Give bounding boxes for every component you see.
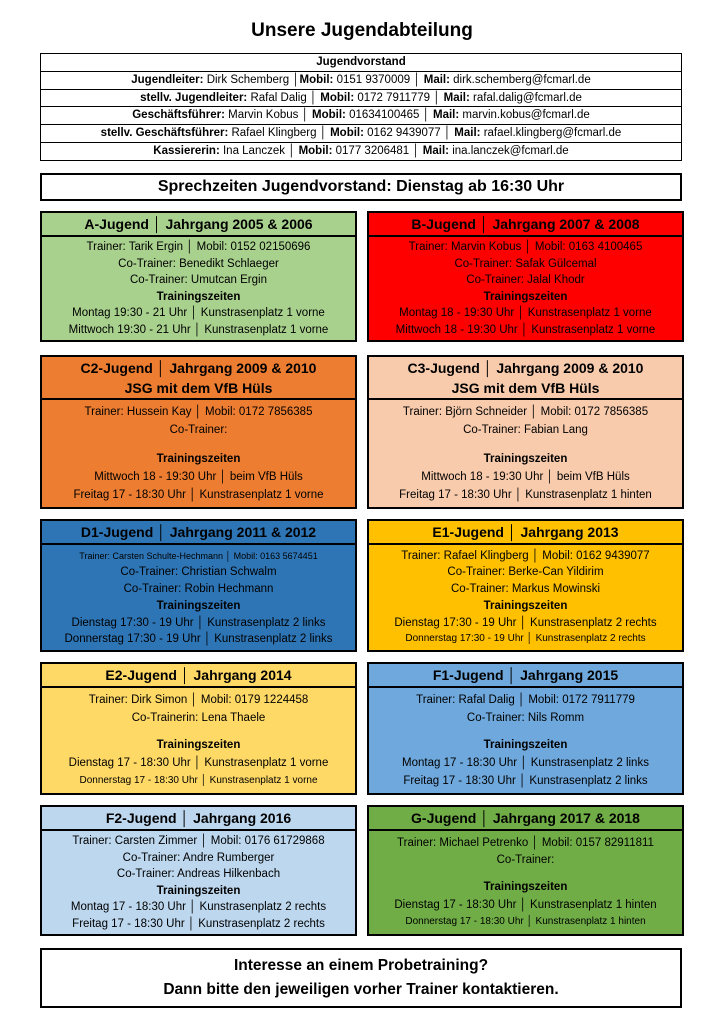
spacer [42,441,355,447]
training-time-line: Dienstag 17 - 18:30 Uhr │ Kunstrasenplatz 1 hinten [394,898,657,911]
team-heading [369,213,682,237]
trainer-line: Trainer: Carsten Schulte-Hechmann │ Mobil: 0163 5674451 [79,550,318,561]
training-time-line: Donnerstag 17:30 - 19 Uhr │ Kunstrasenplatz 2 links [64,633,333,646]
team-card [367,355,684,509]
trainingszeiten-label: Trainingszeiten [156,739,241,752]
spacer [369,729,682,735]
team-heading [42,521,355,545]
trainer-line: Trainer: Carsten Zimmer │ Mobil: 0176 61729868 [72,835,325,848]
vorstand-row: stellv. Geschäftsführer: Rafael Klingberg │ Mobil: 0162 9439077 │ Mail: rafael.klingberg@fcmarl.de [41,125,681,143]
trainingszeiten-label: Trainingszeiten [156,599,241,612]
training-time-line: Montag 19:30 - 21 Uhr │ Kunstrasenplatz 1 vorne [72,307,325,320]
team-heading-line: F1-Jugend │ Jahrgang 2015 [432,667,619,683]
cotrainer-line: Co-Trainer: Berke-Can Yildirim [447,566,604,579]
team-heading [42,357,355,400]
trainer-line: Trainer: Rafael Klingberg │ Mobil: 0162 9439077 [401,549,650,562]
team-heading-line: C2-Jugend │ Jahrgang 2009 & 2010 [80,360,317,376]
trainingszeiten-label: Trainingszeiten [156,884,241,897]
trainingszeiten-label: Trainingszeiten [483,599,568,612]
cotrainer-line: Co-Trainer: Christian Schwalm [120,566,277,579]
page-title: Unsere Jugendabteilung [251,20,473,41]
team-heading-line: E2-Jugend │ Jahrgang 2014 [105,667,292,683]
training-time-line: Mittwoch 18 - 19:30 Uhr │ Kunstrasenplatz 1 vorne [395,323,656,336]
cotrainer-line: Co-Trainer: Benedikt Schlaeger [118,257,279,270]
team-heading [42,664,355,688]
team-card [40,805,357,936]
cotrainer-line: Co-Trainer: Fabian Lang [463,424,588,437]
jugendvorstand-table [40,53,682,161]
vorstand-row: Jugendleiter: Dirk Schemberg │Mobil: 0151 9370009 │ Mail: dirk.schemberg@fcmarl.de [41,72,681,90]
team-heading-line: C3-Jugend │ Jahrgang 2009 & 2010 [407,360,644,376]
team-heading-line: F2-Jugend │ Jahrgang 2016 [105,810,292,826]
trainingszeiten-label: Trainingszeiten [483,290,568,303]
training-time-line: Montag 17 - 18:30 Uhr │ Kunstrasenplatz 2 rechts [70,901,327,914]
trainer-line: Trainer: Michael Petrenko │ Mobil: 0157 82911811 [397,836,654,849]
cotrainer-line: Co-Trainer: [169,424,228,437]
team-card [40,355,357,509]
training-time-line: Dienstag 17 - 18:30 Uhr │ Kunstrasenplatz 1 vorne [68,757,329,770]
footer-line-1: Interesse an einem Probetraining? [233,957,489,974]
cotrainer-line: Co-Trainer: Robin Hechmann [123,583,274,596]
trainer-line: Trainer: Marvin Kobus │ Mobil: 0163 4100465 [408,241,643,254]
training-time-line: Donnerstag 17 - 18:30 Uhr │ Kunstrasenplatz 1 vorne [79,775,318,787]
cotrainer-line: Co-Trainerin: Lena Thaele [131,711,266,724]
team-heading [42,807,355,831]
team-heading-line: G-Jugend │ Jahrgang 2017 & 2018 [411,810,640,826]
trainingszeiten-label: Trainingszeiten [156,452,241,465]
trainingszeiten-label: Trainingszeiten [156,290,241,303]
spacer [42,729,355,735]
training-time-line: Dienstag 17:30 - 19 Uhr │ Kunstrasenplatz 2 rechts [394,616,657,629]
team-heading-line: A-Jugend │ Jahrgang 2005 & 2006 [84,216,313,232]
vorstand-row: stellv. Jugendleiter: Rafal Dalig │ Mobil: 0172 7911779 │ Mail: rafal.dalig@fcmarl.de [41,90,681,108]
cotrainer-line: Co-Trainer: [496,854,555,867]
training-time-line: Dienstag 17:30 - 19 Uhr │ Kunstrasenplatz 2 links [71,616,326,629]
team-heading-line: JSG mit dem VfB Hüls [451,380,600,396]
team-heading [369,664,682,688]
team-heading-line: E1-Jugend │ Jahrgang 2013 [432,524,619,540]
trainer-line: Trainer: Dirk Simon │ Mobil: 0179 1224458 [88,693,309,706]
footer-line-2: Dann bitte den jeweiligen vorher Trainer kontaktieren. [163,981,559,998]
cotrainer-line: Co-Trainer: Jalal Khodr [466,274,585,287]
team-card [367,662,684,795]
cotrainer-line: Co-Trainer: Safak Gülcemal [454,257,597,270]
team-card [40,211,357,342]
training-time-line: Donnerstag 17 - 18:30 Uhr │ Kunstrasenplatz 1 hinten [405,916,646,928]
training-time-line: Mittwoch 18 - 19:30 Uhr │ beim VfB Hüls [94,470,303,483]
trainer-line: Trainer: Rafal Dalig │ Mobil: 0172 7911779 [416,693,635,706]
trainingszeiten-label: Trainingszeiten [483,452,568,465]
trainer-line: Trainer: Björn Schneider │ Mobil: 0172 7856385 [402,406,649,419]
trainer-line: Trainer: Hussein Kay │ Mobil: 0172 7856385 [84,406,313,419]
team-card [367,805,684,936]
team-heading [42,213,355,237]
probetraining-footer [40,948,682,1008]
training-time-line: Freitag 17 - 18:30 Uhr │ Kunstrasenplatz 2 links [403,775,648,788]
spacer [369,441,682,447]
trainingszeiten-label: Trainingszeiten [483,739,568,752]
trainer-line: Trainer: Tarik Ergin │ Mobil: 0152 02150696 [86,241,311,254]
cotrainer-line: Co-Trainer: Andreas Hilkenbach [116,868,281,881]
team-heading-line: JSG mit dem VfB Hüls [124,380,273,396]
vorstand-row: Kassiererin: Ina Lanczek │ Mobil: 0177 3206481 │ Mail: ina.lanczek@fcmarl.de [153,144,569,157]
team-card [40,519,357,652]
training-time-line: Montag 18 - 19:30 Uhr │ Kunstrasenplatz 1 vorne [399,307,652,320]
training-time-line: Freitag 17 - 18:30 Uhr │ Kunstrasenplatz 1 vorne [73,488,324,501]
jugendvorstand-heading: Jugendvorstand [41,54,681,72]
cotrainer-line: Co-Trainer: Nils Romm [466,711,585,724]
vorstand-row: Geschäftsführer: Marvin Kobus │ Mobil: 01634100465 │ Mail: marvin.kobus@fcmarl.de [41,107,681,125]
team-heading-line: D1-Jugend │ Jahrgang 2011 & 2012 [80,524,317,540]
cotrainer-line: Co-Trainer: Umutcan Ergin [130,274,267,287]
team-card [367,211,684,342]
training-time-line: Freitag 17 - 18:30 Uhr │ Kunstrasenplatz 2 rechts [72,917,325,930]
team-heading [369,521,682,545]
training-time-line: Donnerstag 17:30 - 19 Uhr │ Kunstrasenplatz 2 rechts [405,633,646,645]
training-time-line: Mittwoch 19:30 - 21 Uhr │ Kunstrasenplatz 1 vorne [68,323,329,336]
spacer [369,871,682,877]
training-time-line: Montag 17 - 18:30 Uhr │ Kunstrasenplatz 2 links [402,757,649,770]
cotrainer-line: Co-Trainer: Andre Rumberger [122,851,275,864]
team-heading-line: B-Jugend │ Jahrgang 2007 & 2008 [411,216,640,232]
training-time-line: Freitag 17 - 18:30 Uhr │ Kunstrasenplatz 1 hinten [399,488,652,501]
cotrainer-line: Co-Trainer: Markus Mowinski [450,583,601,596]
team-card [367,519,684,652]
team-heading [369,357,682,400]
training-time-line: Mittwoch 18 - 19:30 Uhr │ beim VfB Hüls [421,470,630,483]
team-heading [369,807,682,831]
sprechzeiten-banner: Sprechzeiten Jugendvorstand: Dienstag ab 16:30 Uhr [40,173,682,201]
team-card [40,662,357,795]
trainingszeiten-label: Trainingszeiten [483,881,568,894]
